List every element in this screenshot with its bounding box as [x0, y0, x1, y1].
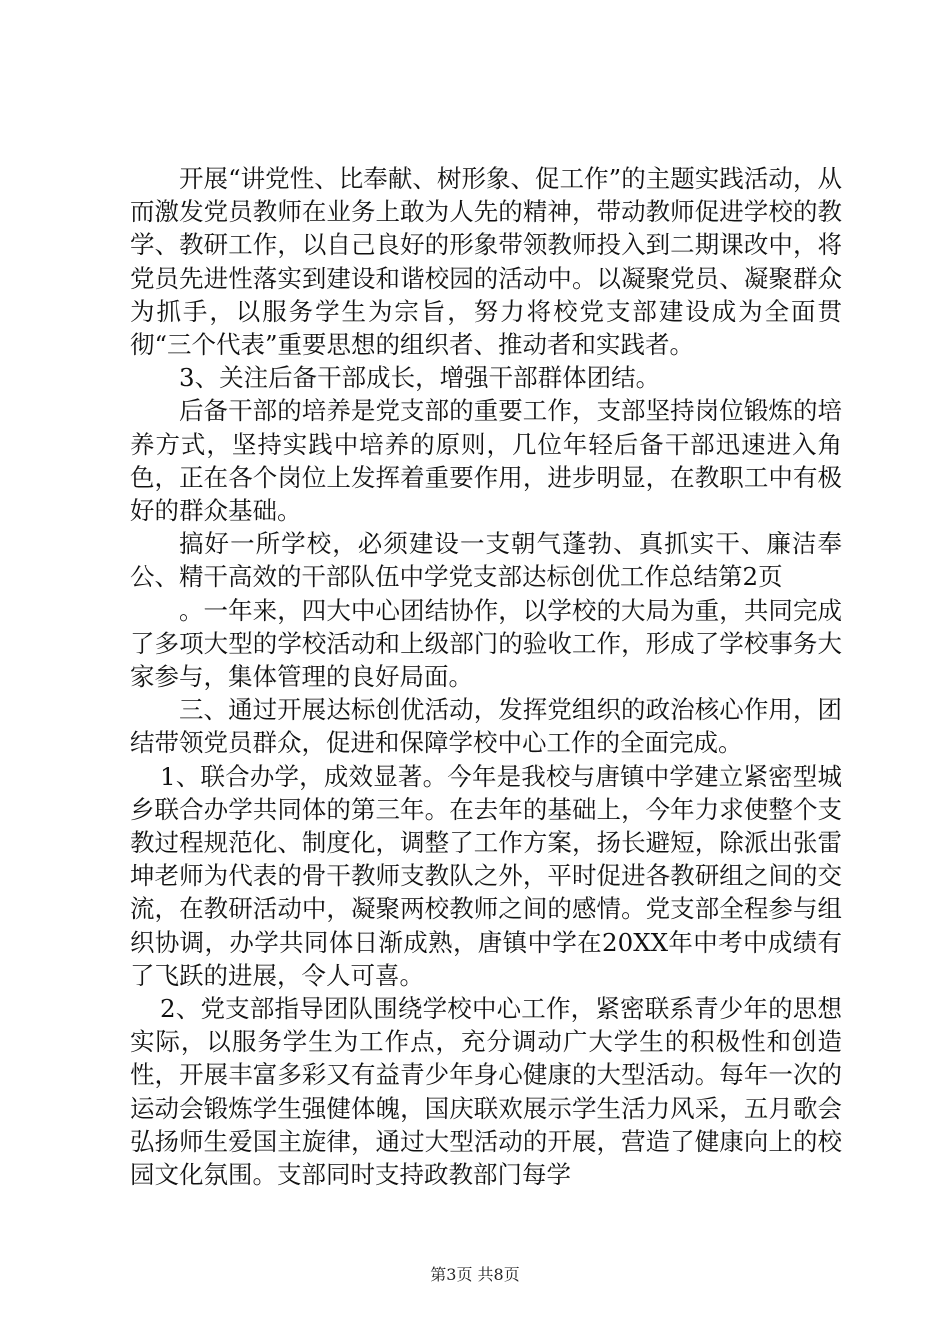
document-body — [130, 162, 842, 1191]
paragraph-heading-reserve-cadres: 3、关注后备干部成长，增强干部群体团结。 — [179, 363, 661, 393]
paragraph-practice-activity: 开展“讲党性、比奉献、树形象、促工作”的主题实践活动，从而激发党员教师在业务上敢为人先的精神，带动教师促进学校的教学、教研工作，以自己良好的形象带领教师投入到二期课改中，将党员先进性落实到建设和谐校园的活动中。以凝聚党员、凝聚群众为抓手，以服务学生为宗旨，努力将校党支部建设成为全面贯彻“三个代表”重要思想的组织者、推动者和实践者。 — [130, 164, 842, 360]
paragraph-heading-section-three: 三、通过开展达标创优活动，发挥党组织的政治核心作用，团结带领党员群众，促进和保障学校中心工作的全面完成。 — [130, 695, 842, 758]
page-footer: 第3页 共8页 — [430, 1265, 520, 1284]
paragraph-reserve-cadres: 后备干部的培养是党支部的重要工作，支部坚持岗位锻炼的培养方式，坚持实践中培养的原则，几位年轻后备干部迅速进入角色，正在各个岗位上发挥着重要作用，进步明显，在教职工中有极好的群众基础。 — [130, 396, 842, 526]
paragraph-youth-activities: 2、党支部指导团队围绕学校中心工作，紧密联系青少年的思想实际，以服务学生为工作点，充分调动广大学生的积极性和创造性，开展丰富多彩又有益青少年身心健康的大型活动。每年一次的运动会锻炼学生强健体魄，国庆联欢展示学生活力风采，五月歌会弘扬师生爱国主旋律，通过大型活动的开展，营造了健康向上的校园文化氛围。支部同时支持政教部门每学 — [130, 994, 842, 1190]
paragraph-one-year: 。一年来，四大中心团结协作，以学校的大局为重，共同完成了多项大型的学校活动和上级部门的验收工作，形成了学校事务大家参与，集体管理的良好局面。 — [130, 595, 842, 692]
paragraph-cadre-team: 搞好一所学校，必须建设一支朝气蓬勃、真抓实干、廉洁奉公、精干高效的干部队伍中学党支部达标创优工作总结第2页 — [130, 529, 842, 592]
paragraph-joint-school: 1、联合办学，成效显著。今年是我校与唐镇中学建立紧密型城乡联合办学共同体的第三年。在去年的基础上，今年力求使整个支教过程规范化、制度化，调整了工作方案，扬长避短，除派出张雷坤老师为代表的骨干教师支教队之外，平时促进各教研组之间的交流，在教研活动中，凝聚两校教师之间的感情。党支部全程参与组织协调，办学共同体日渐成熟，唐镇中学在20XX年中考中成绩有了飞跃的进展，令人可喜。 — [130, 761, 842, 990]
